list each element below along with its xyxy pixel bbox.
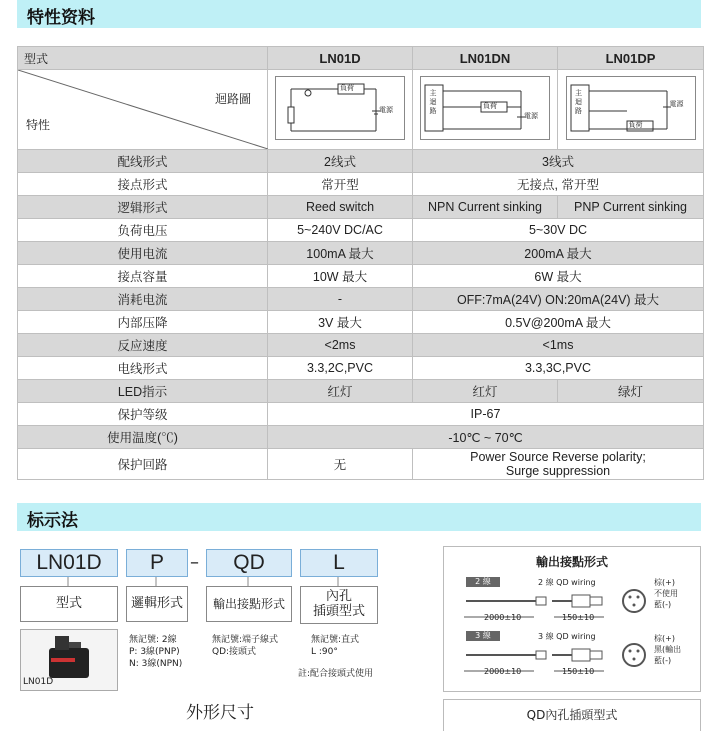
cell: -10℃ ~ 70℃ xyxy=(268,426,704,449)
three-wire-length-2: 150±10 xyxy=(562,667,595,676)
pin-label: 棕(+) xyxy=(654,634,675,643)
row-label: 使用电流 xyxy=(18,242,268,265)
table-row xyxy=(18,449,704,480)
row-label: 保护等级 xyxy=(18,403,268,426)
pin-label: 不使用 xyxy=(654,589,678,598)
two-wire-length-2: 150±10 xyxy=(562,613,595,622)
code-name-plug xyxy=(300,586,378,624)
cell: NPN Current sinking xyxy=(413,196,558,219)
main-circuit-label: 主迴路 xyxy=(429,90,437,115)
qd-panel-title: QD內孔插頭型式 xyxy=(526,708,618,722)
section-title: 标示法 xyxy=(27,511,78,531)
note-line: N: 3線(NPN) xyxy=(129,659,183,669)
row-label: 接点容量 xyxy=(18,265,268,288)
code-name-line: 插頭型式 xyxy=(312,604,365,619)
source-label: 電源 xyxy=(379,107,393,114)
row-label: 负荷电压 xyxy=(18,219,268,242)
table-row xyxy=(18,265,704,288)
table-row xyxy=(18,173,704,196)
code-name-output: 輸出接點形式 xyxy=(206,586,292,622)
table-row xyxy=(18,426,704,449)
circuit-diagram-ln01dn xyxy=(413,70,558,150)
section-header-specs xyxy=(17,0,701,28)
cell: <1ms xyxy=(413,334,704,357)
cell: 3线式 xyxy=(413,150,704,173)
cell: 100mA 最大 xyxy=(268,242,413,265)
cell: 无 xyxy=(268,449,413,480)
pin-label: 藍(-) xyxy=(654,600,672,609)
type-header: 型式 xyxy=(18,47,268,70)
table-row xyxy=(18,150,704,173)
note-line: 無記號:直式 xyxy=(311,635,360,645)
diagram-corner-cell xyxy=(18,70,268,150)
row-label: 接点形式 xyxy=(18,173,268,196)
cell: IP-67 xyxy=(268,403,704,426)
row-label: 配线形式 xyxy=(18,150,268,173)
code-dash: – xyxy=(190,552,199,573)
cell: 红灯 xyxy=(413,380,558,403)
note-line: 無記號: 2線 xyxy=(129,635,177,645)
row-label: 保护回路 xyxy=(18,449,268,480)
pin-label: 黑(輸出 xyxy=(654,645,682,654)
section-title: 特性资料 xyxy=(27,8,95,28)
circuit-label: 迴路圖 xyxy=(214,92,251,106)
two-wire-pins xyxy=(654,577,678,610)
table-row xyxy=(18,311,704,334)
source-label: 電源 xyxy=(524,113,538,120)
cell: OFF:7mA(24V) ON:20mA(24V) 最大 xyxy=(413,288,704,311)
row-label: 逻辑形式 xyxy=(18,196,268,219)
product-label: LN01D xyxy=(23,677,54,687)
table-row xyxy=(18,219,704,242)
source-label: 電源 xyxy=(669,101,684,108)
row-label: 使用温度(℃) xyxy=(18,426,268,449)
cell: 200mA 最大 xyxy=(413,242,704,265)
three-wire-length-1: 2000±10 xyxy=(484,667,522,676)
three-wire-tag: 3 線 xyxy=(466,631,500,641)
wiring-panel xyxy=(443,546,701,692)
diagonal-line xyxy=(18,70,268,149)
pin-label: 藍(-) xyxy=(654,656,672,665)
model-header: LN01DN xyxy=(413,47,558,70)
cell: <2ms xyxy=(268,334,413,357)
cell: 6W 最大 xyxy=(413,265,704,288)
table-row xyxy=(18,242,704,265)
table-row xyxy=(18,403,704,426)
two-wire-length-1: 2000±10 xyxy=(484,613,522,622)
code-part-logic: P xyxy=(126,549,188,577)
diagram-row xyxy=(18,70,704,150)
row-label: LED指示 xyxy=(18,380,268,403)
cell: 常开型 xyxy=(268,173,413,196)
section-header-code xyxy=(17,503,701,531)
model-header: LN01D xyxy=(268,47,413,70)
load-label: 負荷 xyxy=(628,122,643,129)
cell: 无接点, 常开型 xyxy=(413,173,704,196)
row-label: 电线形式 xyxy=(18,357,268,380)
table-row xyxy=(18,334,704,357)
table-row xyxy=(18,288,704,311)
feature-label: 特性 xyxy=(26,118,51,132)
cell: 5~30V DC xyxy=(413,219,704,242)
cell: 3V 最大 xyxy=(268,311,413,334)
load-label: 負荷 xyxy=(340,85,354,92)
table-row xyxy=(18,380,704,403)
code-name-line: 內孔 xyxy=(325,589,352,604)
note-line: QD:接頭式 xyxy=(212,647,257,657)
cell: 10W 最大 xyxy=(268,265,413,288)
row-label: 内部压降 xyxy=(18,311,268,334)
cell: 3.3,2C,PVC xyxy=(268,357,413,380)
circuit-diagram-ln01dp xyxy=(558,70,704,150)
cell: 3.3,3C,PVC xyxy=(413,357,704,380)
wiring-title: 輸出接點形式 xyxy=(535,555,608,569)
row-label: 消耗电流 xyxy=(18,288,268,311)
note-line: L :90° xyxy=(311,647,338,657)
cell: - xyxy=(268,288,413,311)
cell-line: Surge suppression xyxy=(505,464,611,478)
cell: 5~240V DC/AC xyxy=(268,219,413,242)
two-wire-qd-label: 2 線 QD wiring xyxy=(538,578,596,587)
main-circuit-label: 主迴路 xyxy=(575,90,582,115)
cell: 2线式 xyxy=(268,150,413,173)
three-wire-pins xyxy=(654,633,681,666)
output-notes xyxy=(212,634,278,658)
model-header: LN01DP xyxy=(558,47,704,70)
table-row xyxy=(18,357,704,380)
cell: 红灯 xyxy=(268,380,413,403)
two-wire-tag: 2 線 xyxy=(466,577,500,587)
logic-notes xyxy=(129,634,182,670)
footnote: 註:配合接頭式使用 xyxy=(298,669,374,679)
product-image xyxy=(20,629,118,691)
plug-notes xyxy=(311,634,359,658)
dimensions-title: 外形尺寸 xyxy=(186,703,254,723)
code-part-type: LN01D xyxy=(20,549,118,577)
cell: 0.5V@200mA 最大 xyxy=(413,311,704,334)
cell xyxy=(413,449,704,480)
qd-plug-panel xyxy=(443,699,701,731)
cell: 绿灯 xyxy=(558,380,704,403)
code-part-output: QD xyxy=(206,549,292,577)
circuit-diagram-ln01d xyxy=(268,70,413,150)
row-label: 反应速度 xyxy=(18,334,268,357)
table-row xyxy=(18,196,704,219)
code-part-plug: L xyxy=(300,549,378,577)
cell: PNP Current sinking xyxy=(558,196,704,219)
code-name-logic: 邏輯形式 xyxy=(126,586,188,622)
three-wire-qd-label: 3 線 QD wiring xyxy=(538,632,596,641)
note-line: P: 3線(PNP) xyxy=(129,647,180,657)
load-label: 負荷 xyxy=(483,103,497,110)
pin-label: 棕(+) xyxy=(654,578,675,587)
code-name-type: 型式 xyxy=(20,586,118,622)
cell: Reed switch xyxy=(268,196,413,219)
spec-table xyxy=(17,46,704,480)
note-line: 無記號:端子線式 xyxy=(212,635,279,645)
table-header-row xyxy=(18,47,704,70)
cell-line: Power Source Reverse polarity; xyxy=(470,450,646,464)
